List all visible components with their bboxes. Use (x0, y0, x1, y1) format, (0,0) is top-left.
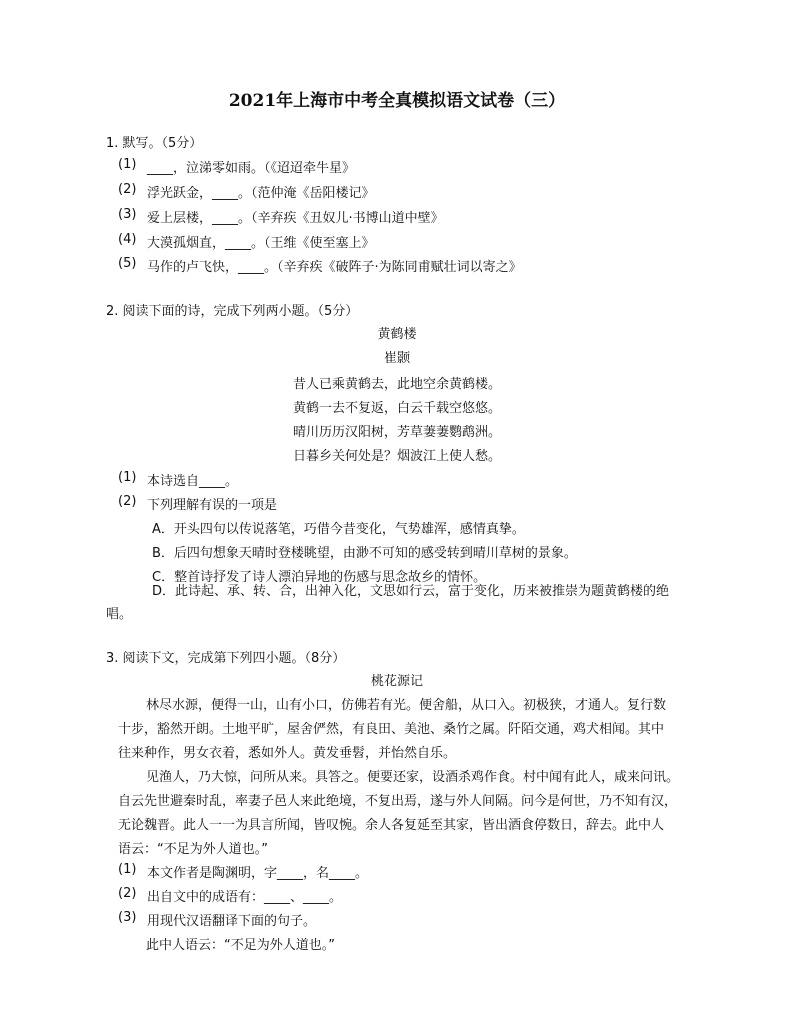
poem-line: 日暮乡关何处是？烟波江上使人愁。 (292, 449, 501, 464)
passage-line: 往来种作，男女衣着，悉如外人。黄发垂髫，并怡然自乐。 (118, 746, 457, 761)
poem-line: 昔人已乘黄鹤去，此地空余黄鹤楼。 (292, 377, 501, 392)
q1-item-number: (2) (118, 182, 137, 197)
q1-item-text: ____，泣涕零如雨。（《迢迢牵牛星》 (147, 161, 356, 176)
poem-line: 晴川历历汉阳树，芳草萋萋鹦鹉洲。 (292, 425, 501, 440)
option-c: C．整首诗抒发了诗人漂泊异地的伤感与思念故乡的情怀。 (152, 570, 487, 585)
poem-line: 黄鹤一去不复返，白云千载空悠悠。 (292, 401, 501, 416)
option-d-continued: 唱。 (106, 607, 133, 622)
option-b: B．后四句想象天晴时登楼眺望，由渺不可知的感受转到晴川草树的景象。 (152, 546, 577, 561)
passage-line: 语云：“不足为外人道也。” (118, 842, 268, 857)
passage-line: 见渔人，乃大惊，问所从来。具答之。便要还家，设酒杀鸡作食。村中闻有此人，咸来问讯。 (146, 770, 680, 785)
q1-item-number: (5) (118, 256, 137, 271)
page-title: 2021年上海市中考全真模拟语文试卷（三） (228, 91, 566, 111)
q3-sub-text: 用现代汉语翻译下面的句子。 (147, 914, 317, 929)
q2-sub-number: (1) (118, 470, 137, 485)
q3-sub-text: 出自文中的成语有：____、____。 (147, 890, 343, 905)
question-2-label: 2. 阅读下面的诗，完成下列两小题。（5分） (106, 304, 359, 319)
q1-item-text: 马作的卢飞快，____。（辛弃疾《破阵子·为陈同甫赋壮词以寄之》 (147, 260, 522, 275)
passage-title: 桃花源记 (370, 674, 423, 689)
q3-sub-number: (1) (118, 862, 137, 877)
translate-sentence: 此中人语云：“不足为外人道也。” (146, 938, 335, 953)
q1-item-number: (1) (118, 157, 137, 172)
q1-item-text: 大漠孤烟直，____。（王维《使至塞上》 (147, 236, 375, 251)
q1-item-text: 爱上层楼，____。（辛弃疾《丑奴儿·书博山道中壁》 (147, 211, 444, 226)
passage-line: 林尽水源，便得一山，山有小口，仿佛若有光。便舍船，从口入。初极狭，才通人。复行数 (146, 698, 667, 713)
q3-sub-number: (2) (118, 886, 137, 901)
q2-sub-text: 本诗选自____。 (147, 474, 239, 489)
question-1-label: 1. 默写。（5分） (106, 136, 203, 151)
q2-sub-text: 下列理解有误的一项是 (147, 498, 278, 513)
option-d: D．此诗起、承、转、合，出神入化，文思如行云，富于变化，历来被推崇为题黄鹤楼的绝 (152, 584, 670, 599)
passage-line: 十步，豁然开朗。土地平旷，屋舍俨然，有良田、美池、桑竹之属。阡陌交通，鸡犬相闻。其中 (118, 722, 665, 737)
q2-sub-number: (2) (118, 494, 137, 509)
q1-item-number: (4) (118, 232, 137, 247)
q3-sub-text: 本文作者是陶渊明，字____，名____。 (147, 866, 369, 881)
q1-item-text: 浮光跃金，____。（范仲淹《岳阳楼记》 (147, 186, 375, 201)
q1-item-number: (3) (118, 207, 137, 222)
option-a: A．开头四句以传说落笔，巧借今昔变化，气势雄浑，感情真挚。 (152, 522, 525, 537)
question-3-label: 3. 阅读下文，完成第下列四小题。（8分） (106, 651, 346, 666)
poem-author: 崔颢 (383, 351, 410, 366)
passage-line: 无论魏晋。此人一一为具言所闻，皆叹惋。余人各复延至其家，皆出酒食停数日，辞去。此中人 (118, 818, 665, 833)
poem-title: 黄鹤楼 (377, 327, 417, 342)
q3-sub-number: (3) (118, 910, 137, 925)
passage-line: 自云先世避秦时乱，率妻子邑人来此绝境，不复出焉，遂与外人间隔。问今是何世，乃不知有汉， (118, 794, 678, 809)
